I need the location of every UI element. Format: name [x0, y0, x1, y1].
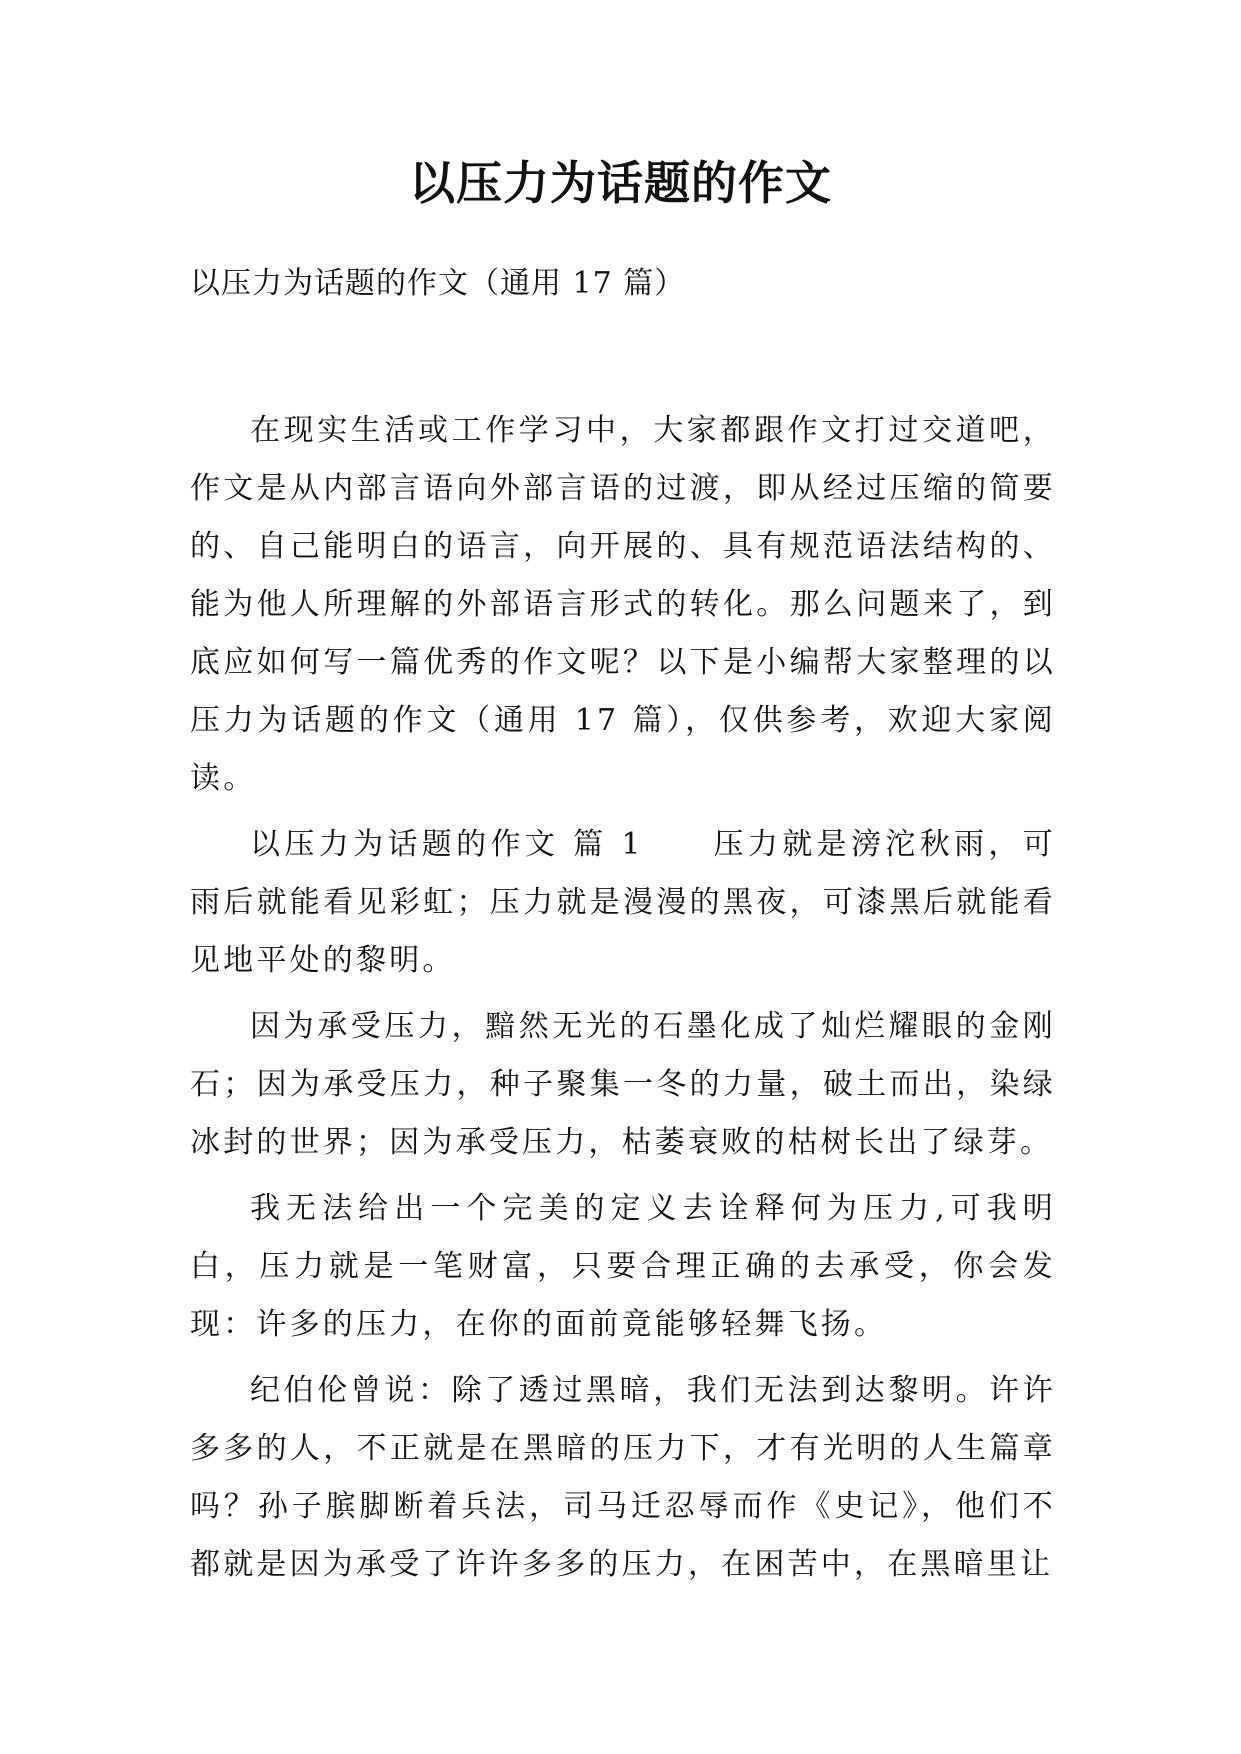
paragraph-pressure-wealth: 我无法给出一个完美的定义去诠释何为压力,可我明白，压力就是一笔财富，只要合理正确的去承受，你会发现：许多的压力，在你的面前竟能够轻舞飞扬。 [190, 1191, 1056, 1342]
paragraph-gibran-quote: 纪伯伦曾说：除了透过黑暗，我们无法到达黎明。许许多多的人，不正就是在黑暗的压力下，才有光明的人生篇章吗？孙子膑脚断着兵法，司马迁忍辱而作《史记》，他们不都就是因为承受了许许多多的压力，在困苦中，在黑暗里让 [190, 1373, 1056, 1582]
document-body [190, 402, 1056, 1602]
paragraph-essay-1-heading: 以压力为话题的作文 篇 1 压力就是滂沱秋雨，可雨后就能看见彩虹；压力就是漫漫的黑夜，可漆黑后就能看见地平处的黎明。 [190, 827, 1056, 978]
paragraph-graphite-diamond: 因为承受压力，黯然无光的石墨化成了灿烂耀眼的金刚石；因为承受压力，种子聚集一冬的力量，破土而出，染绿冰封的世界；因为承受压力，枯萎衰败的枯树长出了绿芽。 [190, 1009, 1056, 1160]
document-title: 以压力为话题的作文 [409, 156, 832, 210]
paragraph-intro: 在现实生活或工作学习中，大家都跟作文打过交道吧，作文是从内部言语向外部言语的过渡，即从经过压缩的简要的、自己能明白的语言，向开展的、具有规范语法结构的、能为他人所理解的外部语言形式的转化。那么问题来了，到底应如何写一篇优秀的作文呢？以下是小编帮大家整理的以压力为话题的作文（通用 17 篇），仅供参考，欢迎大家阅读。 [190, 413, 1056, 796]
document-subtitle: 以压力为话题的作文（通用 17 篇） [190, 266, 686, 301]
